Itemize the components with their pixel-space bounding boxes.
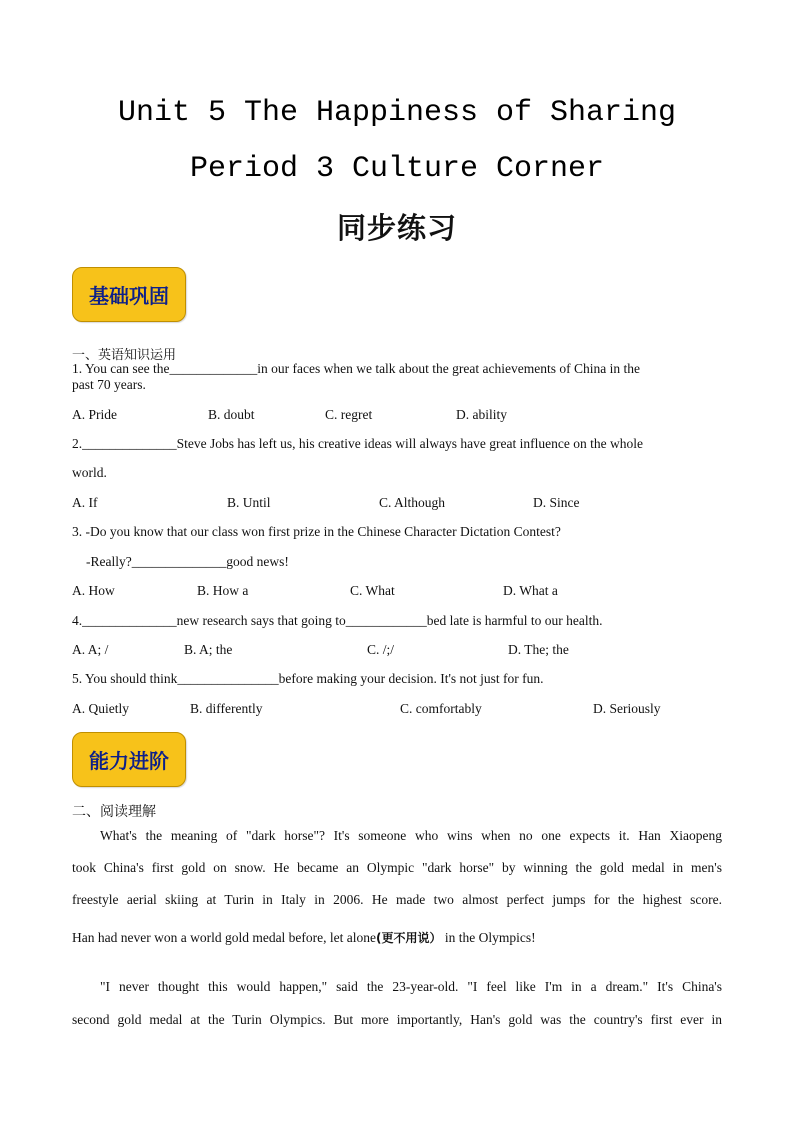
ability-advance-badge: 能力进阶 bbox=[72, 732, 186, 787]
reading-para1-line4-end: in the Olympics! bbox=[441, 930, 536, 945]
question-1-option-b: B. doubt bbox=[208, 407, 255, 422]
reading-para1-line3: freestyle aerial skiing at Turin in Italy in 2006. He made two almost perfect jumps for the highest score. bbox=[72, 892, 722, 907]
question-1-option-c: C. regret bbox=[325, 407, 373, 422]
practice-heading: 同步练习 bbox=[336, 211, 457, 245]
question-2-option-c: C. Although bbox=[379, 495, 446, 510]
question-5-option-d: D. Seriously bbox=[593, 701, 661, 716]
question-4-stem: 4.______________new research says that going to____________bed late is harmful to our health. bbox=[72, 613, 603, 628]
chinese-gloss-note: (更不用说） bbox=[376, 931, 442, 945]
question-2-option-b: B. Until bbox=[227, 495, 271, 510]
question-2-stem-line1: 2.______________Steve Jobs has left us, his creative ideas will always have great influence on the whole bbox=[72, 436, 643, 451]
question-1-option-a: A. Pride bbox=[72, 407, 117, 422]
question-3-option-a: A. How bbox=[72, 583, 115, 598]
question-3-stem-line1: 3. -Do you know that our class won first prize in the Chinese Character Dictation Contest? bbox=[72, 524, 561, 539]
question-2-option-a: A. If bbox=[72, 495, 98, 510]
section2-heading: 二、阅读理解 bbox=[72, 804, 156, 820]
reading-para1-line2: took China's first gold on snow. He became an Olympic "dark horse" by winning the gold medal in men's bbox=[72, 860, 722, 875]
question-3-option-c: C. What bbox=[350, 583, 395, 598]
question-1-stem-line2: past 70 years. bbox=[72, 377, 146, 392]
question-4-option-d: D. The; the bbox=[508, 642, 569, 657]
reading-para2-line1: "I never thought this would happen," said the 23-year-old. "I feel like I'm in a dream." It's China's bbox=[100, 979, 722, 994]
reading-para1-line4-text: Han had never won a world gold medal before, let alone bbox=[72, 930, 377, 945]
question-2-option-d: D. Since bbox=[533, 495, 580, 510]
question-3-stem-line2: -Really?______________good news! bbox=[86, 554, 289, 569]
question-4-option-c: C. /;/ bbox=[367, 642, 395, 657]
section1-heading: 一、英语知识运用 bbox=[72, 348, 177, 363]
question-1-stem-line1: 1. You can see the_____________in our faces when we talk about the great achievements of China in the bbox=[72, 361, 640, 376]
question-5-stem: 5. You should think_______________before making your decision. It's not just for fun. bbox=[72, 671, 544, 686]
question-3-option-d: D. What a bbox=[503, 583, 558, 598]
question-4-option-b: B. A; the bbox=[184, 642, 233, 657]
question-3-option-b: B. How a bbox=[197, 583, 249, 598]
document-title: Unit 5 The Happiness of Sharing bbox=[117, 96, 677, 130]
question-5-option-c: C. comfortably bbox=[400, 701, 482, 716]
reading-para2-line2: second gold medal at the Turin Olympics. But more importantly, Han's gold was the country's first ever in bbox=[72, 1012, 722, 1027]
question-2-stem-line2: world. bbox=[72, 465, 107, 480]
document-subtitle: Period 3 Culture Corner bbox=[189, 152, 605, 186]
reading-para1-line4 bbox=[72, 929, 722, 946]
question-4-option-a: A. A; / bbox=[72, 642, 109, 657]
question-1-option-d: D. ability bbox=[456, 407, 507, 422]
basic-consolidation-badge: 基础巩固 bbox=[72, 267, 186, 322]
question-5-option-a: A. Quietly bbox=[72, 701, 129, 716]
question-5-option-b: B. differently bbox=[190, 701, 263, 716]
reading-para1-line1: What's the meaning of "dark horse"? It's someone who wins when no one expects it. Han Xiaopeng bbox=[100, 828, 722, 843]
